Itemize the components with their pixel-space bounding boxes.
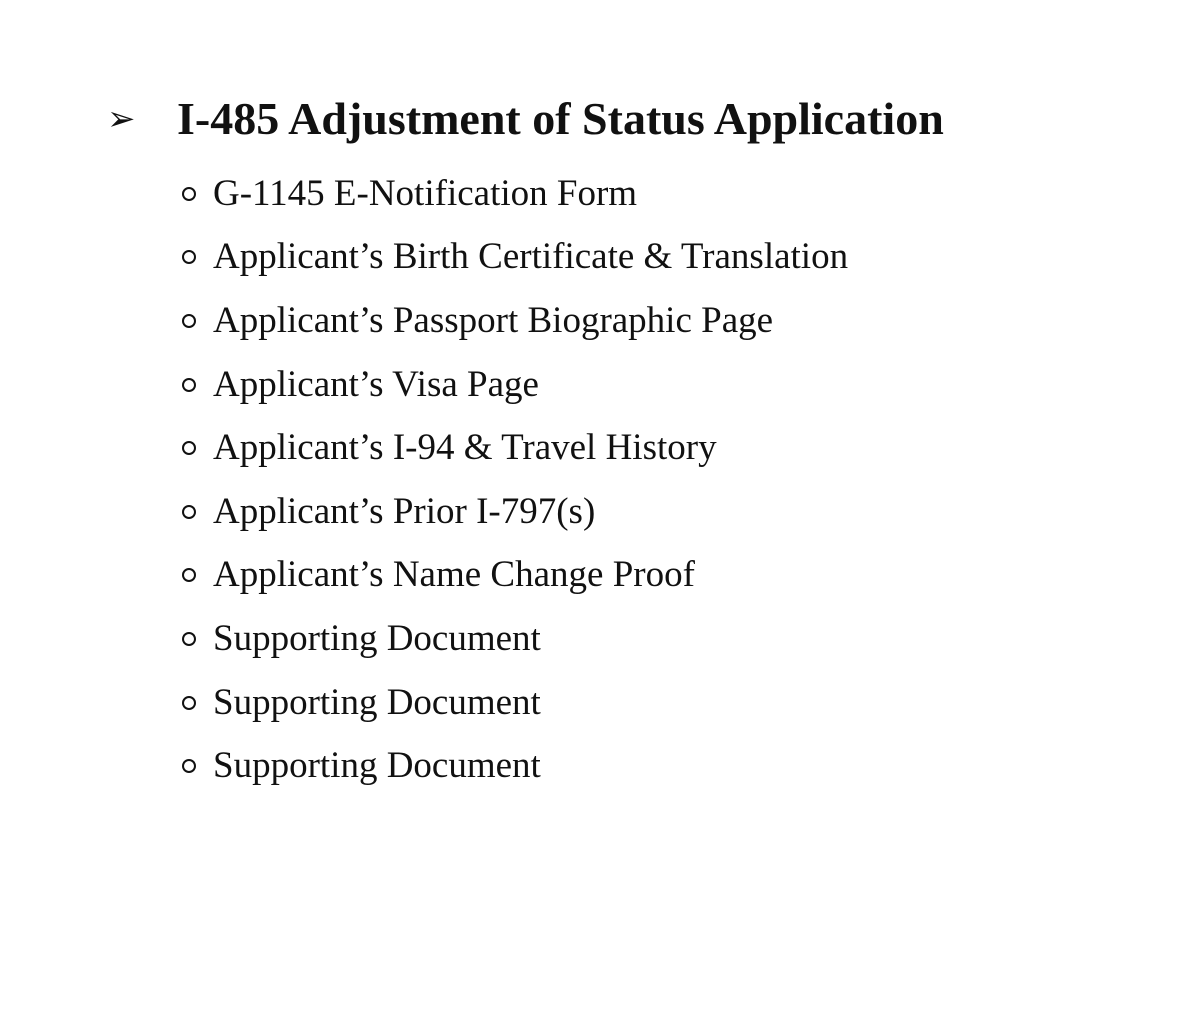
list-item-label: Applicant’s Passport Biographic Page	[213, 299, 774, 341]
list-item-label: Applicant’s Name Change Proof	[213, 554, 695, 596]
list-item-label: Supporting Document	[213, 681, 541, 723]
section-title: I-485 Adjustment of Status Application	[177, 93, 944, 144]
hollow-circle-bullet-icon	[182, 378, 196, 392]
list-item	[178, 607, 848, 671]
list-item-label: G-1145 E-Notification Form	[213, 172, 638, 214]
arrowhead-bullet-icon: ➢	[107, 99, 136, 139]
hollow-circle-bullet-icon	[182, 441, 196, 455]
document-checklist	[178, 162, 848, 798]
list-item	[178, 544, 848, 608]
list-item	[178, 480, 848, 544]
list-item	[178, 289, 848, 353]
hollow-circle-bullet-icon	[182, 759, 196, 773]
list-item-label: Applicant’s Prior I-797(s)	[213, 490, 596, 532]
list-item	[178, 162, 848, 226]
section-heading-row	[107, 90, 944, 148]
list-item-label: Applicant’s I-94 & Travel History	[213, 427, 717, 469]
list-item-label: Applicant’s Birth Certificate & Translation	[213, 236, 849, 278]
list-item	[178, 671, 848, 735]
hollow-circle-bullet-icon	[182, 314, 196, 328]
hollow-circle-bullet-icon	[182, 187, 196, 201]
hollow-circle-bullet-icon	[182, 250, 196, 264]
hollow-circle-bullet-icon	[182, 568, 196, 582]
hollow-circle-bullet-icon	[182, 505, 196, 519]
list-item	[178, 416, 848, 480]
list-item-label: Supporting Document	[213, 617, 541, 659]
list-item	[178, 734, 848, 798]
hollow-circle-bullet-icon	[182, 632, 196, 646]
hollow-circle-bullet-icon	[182, 696, 196, 710]
list-item	[178, 353, 848, 417]
list-item-label: Applicant’s Visa Page	[213, 363, 539, 405]
list-item	[178, 226, 848, 290]
list-item-label: Supporting Document	[213, 745, 541, 787]
